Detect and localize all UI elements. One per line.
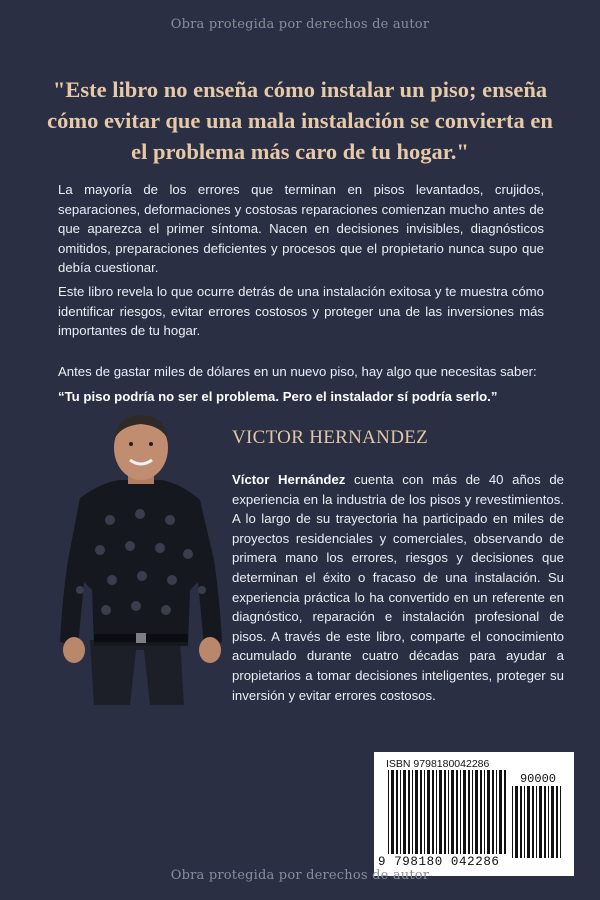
barcode-bar: [484, 770, 485, 854]
barcode-bar: [432, 770, 434, 854]
description-paragraph-2: Este libro revela lo que ocurre detrás de una instalación exitosa y te muestra cómo identificar riesgos, evitar errores costosos y proteger una de las inversiones más importantes de tu hogar.: [58, 284, 544, 339]
barcode-bar: [548, 786, 549, 858]
isbn-barcode: [374, 752, 574, 876]
barcode-bar: [460, 770, 461, 854]
barcode-bar: [436, 770, 437, 854]
copyright-watermark-top: Obra protegida por derechos de autor: [170, 17, 430, 32]
barcode-bar: [444, 770, 446, 854]
barcode-bar: [424, 770, 425, 854]
barcode-bar: [468, 770, 470, 854]
barcode-bar: [408, 770, 410, 854]
ean-digits: 9 798180 042286: [378, 855, 500, 869]
supplement-barcode-bars: [512, 770, 562, 858]
barcode-bar: [556, 786, 558, 858]
supplement-code: 90000: [519, 772, 556, 786]
barcode-bar: [403, 770, 406, 854]
barcode-bar: [499, 770, 502, 854]
barcode-bar: [496, 770, 497, 854]
barcode-bar: [472, 770, 473, 854]
barcode-bar: [492, 770, 494, 854]
barcode-bar: [427, 770, 430, 854]
isbn-label: ISBN 9798180042286: [386, 758, 490, 770]
barcode-bar: [415, 770, 418, 854]
barcode-bar: [512, 786, 513, 858]
description-paragraph-1: La mayoría de los errores que terminan en pisos levantados, crujidos, separaciones, deformaciones y costosas reparaciones comienzan mucho antes de que aparezca el primer síntoma. Nacen en decisiones invisibles, diagnósticos omitidos, preparaciones deficientes y procesos que el propietario nunca supo que debía cuestionar.: [58, 182, 544, 276]
barcode-bar: [532, 786, 534, 858]
author-name-heading: VICTOR HERNANDEZ: [232, 427, 429, 448]
barcode-bar: [551, 786, 554, 858]
ean13-barcode-bars: [388, 770, 506, 858]
copyright-watermark-bottom: Obra protegida por derechos de autor: [170, 868, 430, 883]
barcode-bar: [536, 786, 537, 858]
barcode-bar: [451, 770, 454, 854]
cover-quote: "Este libro no enseña cómo instalar un piso; enseña cómo evitar que una mala instalación se convierta en el problema más caro de tu hogar.": [47, 77, 553, 164]
barcode-bar: [539, 786, 542, 858]
author-bio: [232, 470, 564, 705]
barcode-bar: [475, 770, 478, 854]
barcode-bar: [515, 786, 518, 858]
barcode-bar: [520, 786, 522, 858]
barcode-bar: [412, 770, 413, 854]
barcode-bar: [439, 770, 442, 854]
barcode-bar: [527, 786, 530, 858]
barcode-bar: [524, 786, 525, 858]
barcode-bar: [504, 770, 506, 854]
barcode-bar: [448, 770, 449, 854]
barcode-bar: [463, 770, 466, 854]
barcode-bar: [487, 770, 490, 854]
barcode-bar: [391, 770, 394, 854]
author-bio-name: Víctor Hernández: [232, 472, 346, 487]
barcode-bar: [388, 770, 389, 854]
callout-quote: “Tu piso podría no ser el problema. Pero el instalador sí podría serlo.”: [58, 389, 498, 404]
barcode-bar: [480, 770, 482, 854]
barcode-bar: [560, 786, 561, 858]
barcode-bar: [544, 786, 546, 858]
author-bio-text: cuenta con más de 40 años de experiencia en la industria de los pisos y revestimientos. A lo largo de su trayectoria ha participado en miles de proyectos residenciales y comerciales, observando de primera mano los errores, riesgos y decisiones que determinan el éxito o fracaso de una instalación. Su experiencia práctica lo ha convertido en un referente en diagnóstico, reparación e instalación profesional de pisos. A través de este libro, comparte el conocimiento acumulado durante cuatro décadas para ayudar a propietarios a tomar decisiones inteligentes, proteger su inversión y evitar errores costosos.: [232, 472, 564, 703]
description-paragraph-3: Antes de gastar miles de dólares en un nuevo piso, hay algo que necesitas saber:: [58, 364, 537, 379]
barcode-bar: [420, 770, 422, 854]
barcode-bar: [396, 770, 398, 854]
barcode-bar: [456, 770, 458, 854]
author-photo: [50, 410, 232, 705]
barcode-bar: [400, 770, 401, 854]
